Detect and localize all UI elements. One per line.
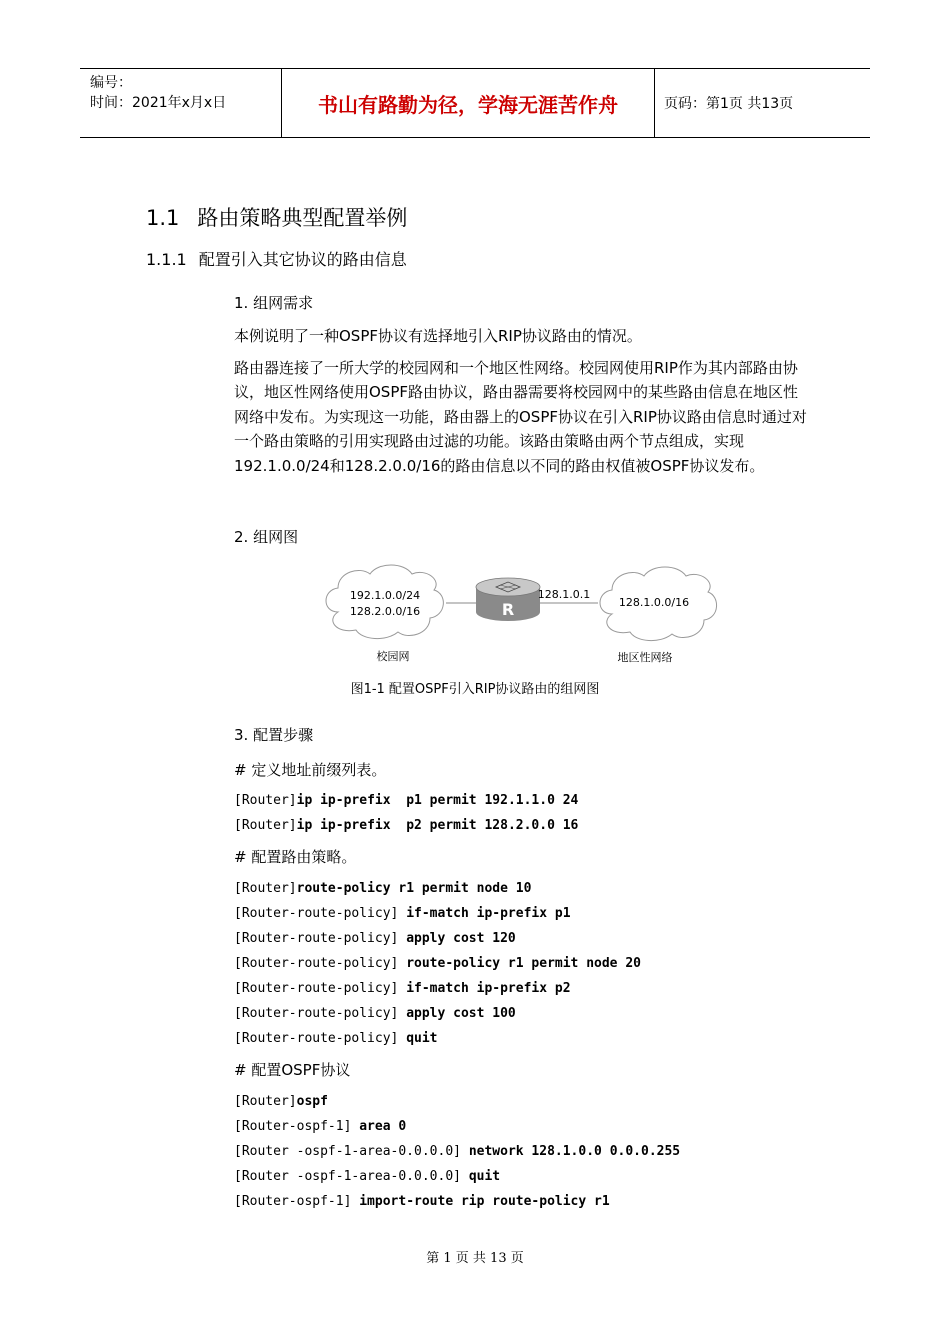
router-icon <box>476 578 540 621</box>
code-prompt: [Router] <box>234 881 297 896</box>
router-ip-label: 128.1.0.1 <box>537 588 591 601</box>
code-command: import-route rip route-policy r1 <box>359 1194 610 1209</box>
code-line <box>234 1119 406 1134</box>
code-prompt: [Router-route-policy] <box>234 1006 407 1021</box>
code-prompt: [Router] <box>234 818 297 833</box>
code-prompt: [Router-route-policy] <box>234 1031 407 1046</box>
code-line <box>234 956 641 971</box>
code-line <box>234 793 578 808</box>
section-heading <box>146 202 407 232</box>
code-command: ip ip-prefix p2 permit 128.2.0.0 16 <box>296 818 579 833</box>
subsection-heading <box>146 247 407 270</box>
code-line <box>234 818 578 833</box>
header-page-label: 页码：第1页 共13页 <box>664 96 794 112</box>
subsection-title: 配置引入其它协议的路由信息 <box>198 250 407 269</box>
part1-paragraph: 本例说明了一种OSPF协议有选择地引入RIP协议路由的情况。 <box>234 327 642 345</box>
code-line <box>234 1031 438 1046</box>
code-command: apply cost 100 <box>406 1006 516 1021</box>
code-line <box>234 1094 328 1109</box>
part1-heading: 1. 组网需求 <box>234 294 314 312</box>
header-motto: 书山有路勤为径，学海无涯苦作舟 <box>318 92 618 117</box>
header-divider <box>654 69 655 137</box>
comment-prefix-list: # 定义地址前缀列表。 <box>234 761 387 779</box>
part3-heading: 3. 配置步骤 <box>234 726 314 744</box>
code-command: route-policy r1 permit node 20 <box>406 956 641 971</box>
code-prompt: [Router-ospf-1] <box>234 1119 360 1134</box>
code-prompt: [Router -ospf-1-area-0.0.0.0] <box>234 1144 469 1159</box>
comment-route-policy: # 配置路由策略。 <box>234 848 357 866</box>
campus-net-1: 192.1.0.0/24 <box>349 589 421 602</box>
code-command: if-match ip-prefix p2 <box>406 981 571 996</box>
code-command: ospf <box>296 1094 328 1109</box>
part1-paragraph: 路由器连接了一所大学的校园网和一个地区性网络。校园网使用RIP作为其内部路由协议，地区性网络使用OSPF路由协议，路由器需要将校园网中的某些路由信息在地区性网络中发布。为实现这一功能，路由器上的OSPF协议在引入RIP协议路由信息时通过对一个路由策略的引用实现路由过滤的功能。该路由策略由两个节点组成，实现192.1.0.0/24和128.2.0.0/16的路由信息以不同的路由权值被OSPF协议发布。 <box>234 359 807 475</box>
regional-net: 128.1.0.0/16 <box>618 596 690 609</box>
code-prompt: [Router-route-policy] <box>234 906 407 921</box>
code-command: area 0 <box>359 1119 407 1134</box>
code-prompt: [Router-route-policy] <box>234 956 407 971</box>
code-command: ip ip-prefix p1 permit 192.1.1.0 24 <box>296 793 579 808</box>
code-command: apply cost 120 <box>406 931 516 946</box>
router-letter: R <box>501 600 515 619</box>
code-command: quit <box>406 1031 438 1046</box>
part2-heading: 2. 组网图 <box>234 528 299 546</box>
subsection-number: 1.1.1 <box>146 250 187 269</box>
header-meta <box>90 73 226 113</box>
code-line <box>234 931 516 946</box>
code-command: quit <box>468 1169 501 1184</box>
code-command: if-match ip-prefix p1 <box>406 906 571 921</box>
code-command: network 128.1.0.0 0.0.0.255 <box>468 1144 681 1159</box>
code-command: route-policy r1 permit node 10 <box>296 881 532 896</box>
number-label: 编号： <box>90 75 132 91</box>
code-prompt: [Router -ospf-1-area-0.0.0.0] <box>234 1169 469 1184</box>
code-line <box>234 1006 516 1021</box>
page-header <box>80 68 870 138</box>
time-label: 时间：2021年x月x日 <box>90 95 227 111</box>
figure-caption: 图1-1 配置OSPF引入RIP协议路由的组网图 <box>350 682 600 697</box>
code-line <box>234 1194 610 1209</box>
code-line <box>234 1169 500 1184</box>
page-footer: 第 1 页 共 13 页 <box>426 1251 524 1266</box>
code-line <box>234 981 571 996</box>
section-title: 路由策略典型配置举例 <box>197 206 408 230</box>
campus-label: 校园网 <box>376 650 410 663</box>
network-diagram <box>320 560 720 670</box>
regional-label: 地区性网络 <box>617 651 673 664</box>
code-prompt: [Router] <box>234 793 297 808</box>
code-prompt: [Router] <box>234 1094 297 1109</box>
code-line <box>234 1144 680 1159</box>
code-prompt: [Router-ospf-1] <box>234 1194 360 1209</box>
comment-ospf: # 配置OSPF协议 <box>234 1061 351 1079</box>
code-prompt: [Router-route-policy] <box>234 931 407 946</box>
section-number: 1.1 <box>146 206 180 230</box>
code-line <box>234 906 571 921</box>
code-prompt: [Router-route-policy] <box>234 981 407 996</box>
code-line <box>234 881 531 896</box>
campus-net-2: 128.2.0.0/16 <box>349 605 421 618</box>
